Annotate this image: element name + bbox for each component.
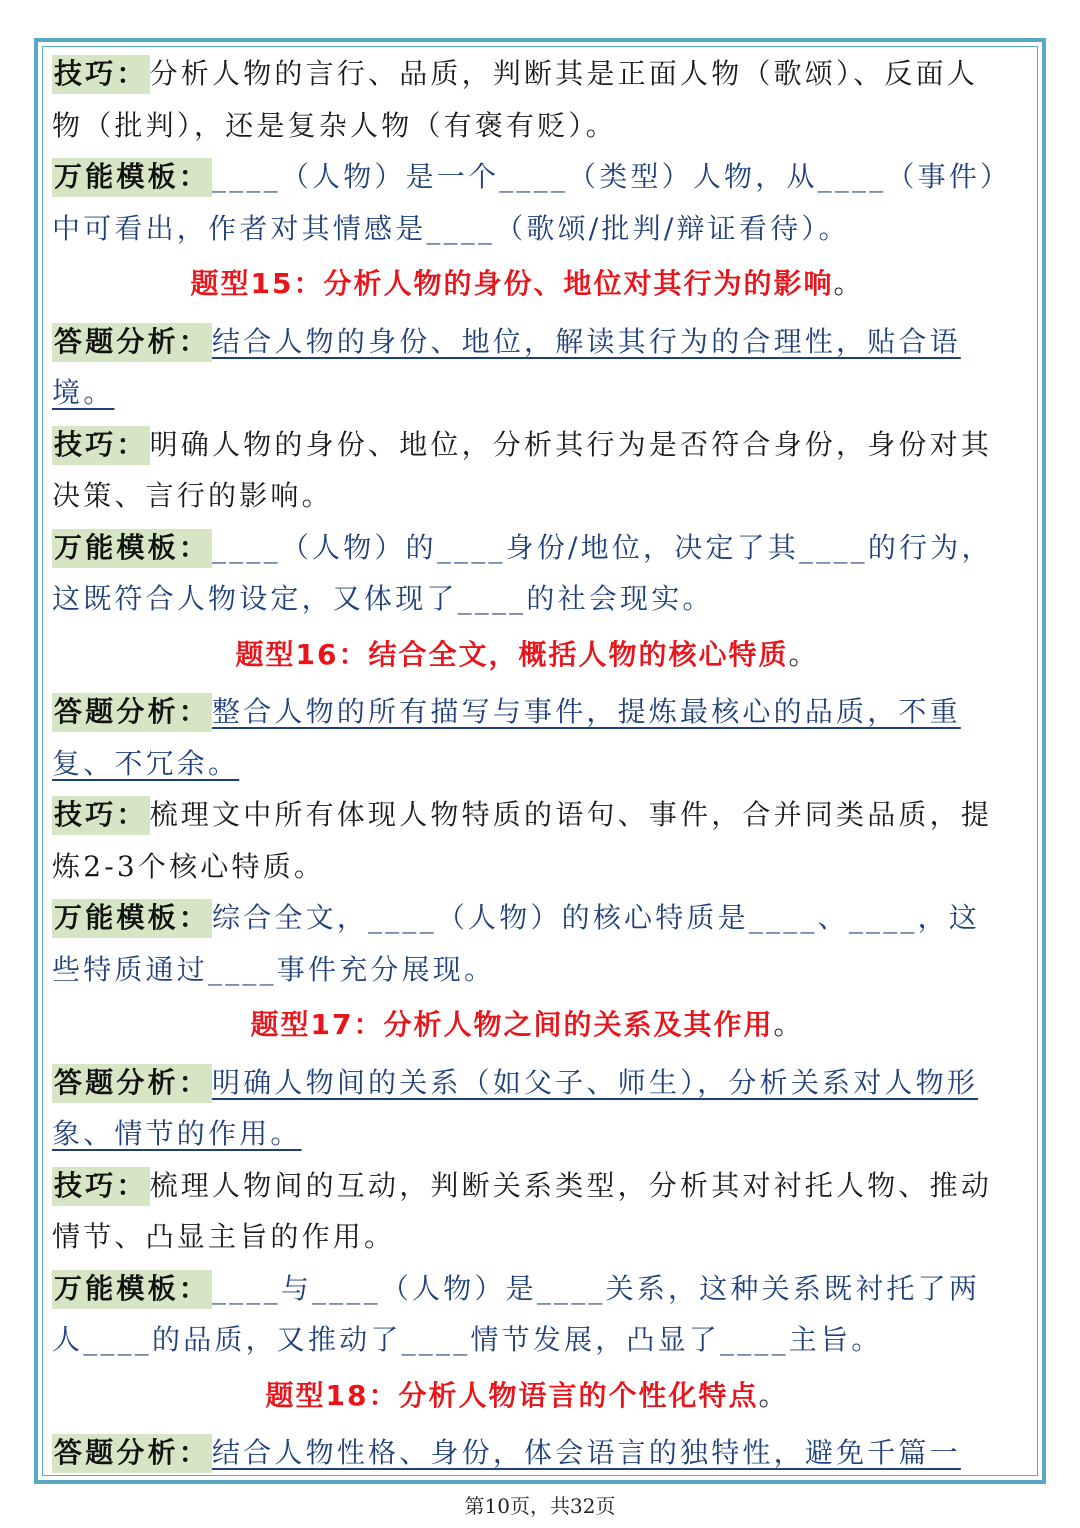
page-footer: 第10页，共32页 xyxy=(464,1494,616,1518)
analysis-label: 答题分析： xyxy=(52,1064,212,1103)
analysis-paragraph xyxy=(52,686,1002,789)
skill-paragraph xyxy=(52,48,1002,151)
question-type-heading xyxy=(52,1370,1002,1422)
template-paragraph xyxy=(52,522,1002,625)
skill-text: 梳理人物间的互动，判断关系类型，分析其对衬托人物、推动情节、凸显主旨的作用。 xyxy=(52,1168,993,1253)
template-paragraph xyxy=(52,892,1002,995)
heading-text: 题型16：结合全文，概括人物的核心特质 xyxy=(235,637,789,671)
analysis-paragraph xyxy=(52,1427,1002,1479)
template-text: ____与____（人物）是____关系，这种关系既衬托了两人____的品质，又推动了____情节发展，凸显了____主旨。 xyxy=(52,1271,981,1356)
skill-text: 明确人物的身份、地位，分析其行为是否符合身份，身份对其决策、言行的影响。 xyxy=(52,427,993,512)
analysis-paragraph xyxy=(52,316,1002,419)
skill-text: 分析人物的言行、品质，判断其是正面人物（歌颂）、反面人物（批判），还是复杂人物（有褒有贬）。 xyxy=(52,57,979,142)
question-type-heading xyxy=(52,258,1002,310)
template-text: ____（人物）是一个____（类型）人物，从____（事件）中可看出，作者对其情感是____（歌颂/批判/辩证看待）。 xyxy=(52,160,998,245)
template-label: 万能模板： xyxy=(52,158,212,197)
heading-period: 。 xyxy=(758,1378,789,1412)
skill-label: 技巧： xyxy=(52,55,150,94)
template-text: ____（人物）的____身份/地位，决定了其____的行为，这既符合人物设定，又体现了____的社会现实。 xyxy=(52,530,993,615)
template-label: 万能模板： xyxy=(52,1270,212,1309)
template-label: 万能模板： xyxy=(52,529,212,568)
skill-label: 技巧： xyxy=(52,1167,150,1206)
analysis-text: 整合人物的所有描写与事件，提炼最核心的品质，不重复、不冗余。 xyxy=(52,695,961,780)
template-paragraph xyxy=(52,151,1002,254)
template-paragraph xyxy=(52,1263,1002,1366)
question-type-heading xyxy=(52,999,1002,1051)
heading-period: 。 xyxy=(833,267,864,300)
analysis-label: 答题分析： xyxy=(52,323,212,362)
skill-label: 技巧： xyxy=(52,796,150,835)
heading-period: 。 xyxy=(773,1008,804,1041)
analysis-paragraph xyxy=(52,1057,1002,1160)
skill-paragraph xyxy=(52,1160,1002,1263)
question-type-heading xyxy=(52,629,1002,681)
analysis-text: 结合人物性格、身份，体会语言的独特性，避免千篇一 xyxy=(212,1436,961,1469)
template-text: 综合全文，____（人物）的核心特质是____、____，这些特质通过____事件充分展现。 xyxy=(52,901,981,986)
heading-text: 题型18：分析人物语言的个性化特点 xyxy=(265,1378,759,1412)
heading-period: 。 xyxy=(788,637,819,671)
document-content xyxy=(52,48,1002,1479)
analysis-text: 结合人物的身份、地位，解读其行为的合理性，贴合语境。 xyxy=(52,324,961,409)
skill-paragraph xyxy=(52,419,1002,522)
skill-text: 梳理文中所有体现人物特质的语句、事件，合并同类品质，提炼2-3个核心特质。 xyxy=(52,798,993,883)
heading-text: 题型15：分析人物的身份、地位对其行为的影响 xyxy=(190,267,834,300)
analysis-text: 明确人物间的关系（如父子、师生），分析关系对人物形象、情节的作用。 xyxy=(52,1065,979,1150)
skill-paragraph xyxy=(52,789,1002,892)
template-label: 万能模板： xyxy=(52,899,212,938)
skill-label: 技巧： xyxy=(52,426,150,465)
heading-text: 题型17：分析人物之间的关系及其作用 xyxy=(250,1008,774,1041)
analysis-label: 答题分析： xyxy=(52,1434,212,1473)
analysis-label: 答题分析： xyxy=(52,693,212,732)
